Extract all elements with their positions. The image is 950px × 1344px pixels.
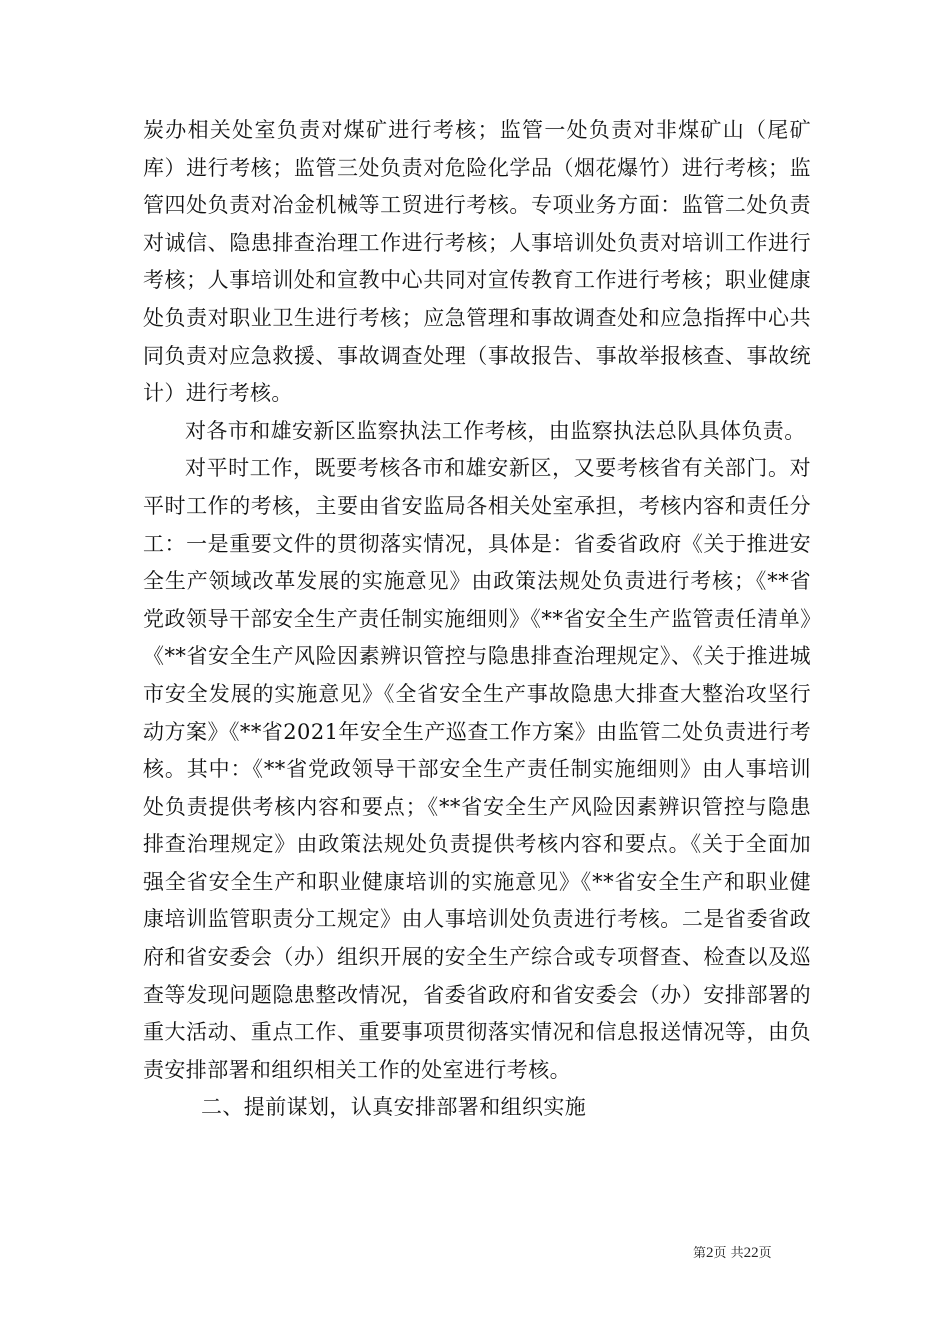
page-number-footer: [693, 1244, 772, 1263]
paragraph-assessment-duties: 炭办相关处室负责对煤矿进行考核；监管一处负责对非煤矿山（尾矿库）进行考核；监管三处负责对危险化学品（烟花爆竹）进行考核；监管四处负责对冶金机械等工贸进行考核。专项业务方面：监管二处负责对诚信、隐患排查治理工作进行考核；人事培训处负责对培训工作进行考核；人事培训处和宣教中心共同对宣传教育工作进行考核；职业健康处负责对职业卫生进行考核；应急管理和事故调查处和应急指挥中心共同负责对应急救援、事故调查处理（事故报告、事故举报核查、事故统计）进行考核。: [143, 118, 811, 406]
footer-current-page: 2: [706, 1245, 714, 1261]
section-heading: 二、提前谋划，认真安排部署和组织实施: [201, 1095, 587, 1120]
paragraph-routine-work-assessment: 对平时工作，既要考核各市和雄安新区，又要考核省有关部门。对平时工作的考核，主要由省安监局各相关处室承担，考核内容和责任分工：一是重要文件的贯彻落实情况，具体是：省委省政府《关于推进安全生产领域改革发展的实施意见》由政策法规处负责进行考核；《**省党政领导干部安全生产责任制实施细则》《**省安全生产监管责任清单》《**省安全生产风险因素辨识管控与隐患排查治理规定》、《关于推进城市安全发展的实施意见》《全省安全生产事故隐患大排查大整治攻坚行动方案》《**省2021年安全生产巡查工作方案》由监管二处负责进行考核。其中：《**省党政领导干部安全生产责任制实施细则》由人事培训处负责提供考核内容和要点；《**省安全生产风险因素辨识管控与隐患排查治理规定》由政策法规处负责提供考核内容和要点。《关于全面加强全省安全生产和职业健康培训的实施意见》《**省安全生产和职业健康培训监管职责分工规定》由人事培训处负责进行考核。二是省委省政府和省安委会（办）组织开展的安全生产综合或专项督查、检查以及巡查等发现问题隐患整改情况，省委省政府和省安委会（办）安排部署的重大活动、重点工作、重要事项贯彻落实情况和信息报送情况等，由负责安排部署和组织相关工作的处室进行考核。: [143, 456, 811, 1082]
document-body: [143, 112, 811, 1127]
paragraph-enforcement-assessment: 对各市和雄安新区监察执法工作考核，由监察执法总队具体负责。: [185, 418, 806, 443]
footer-total-pages: 22: [743, 1245, 759, 1261]
footer-prefix: 第: [693, 1246, 707, 1261]
footer-suffix: 页: [758, 1246, 772, 1261]
footer-middle: 页 共: [713, 1246, 744, 1261]
